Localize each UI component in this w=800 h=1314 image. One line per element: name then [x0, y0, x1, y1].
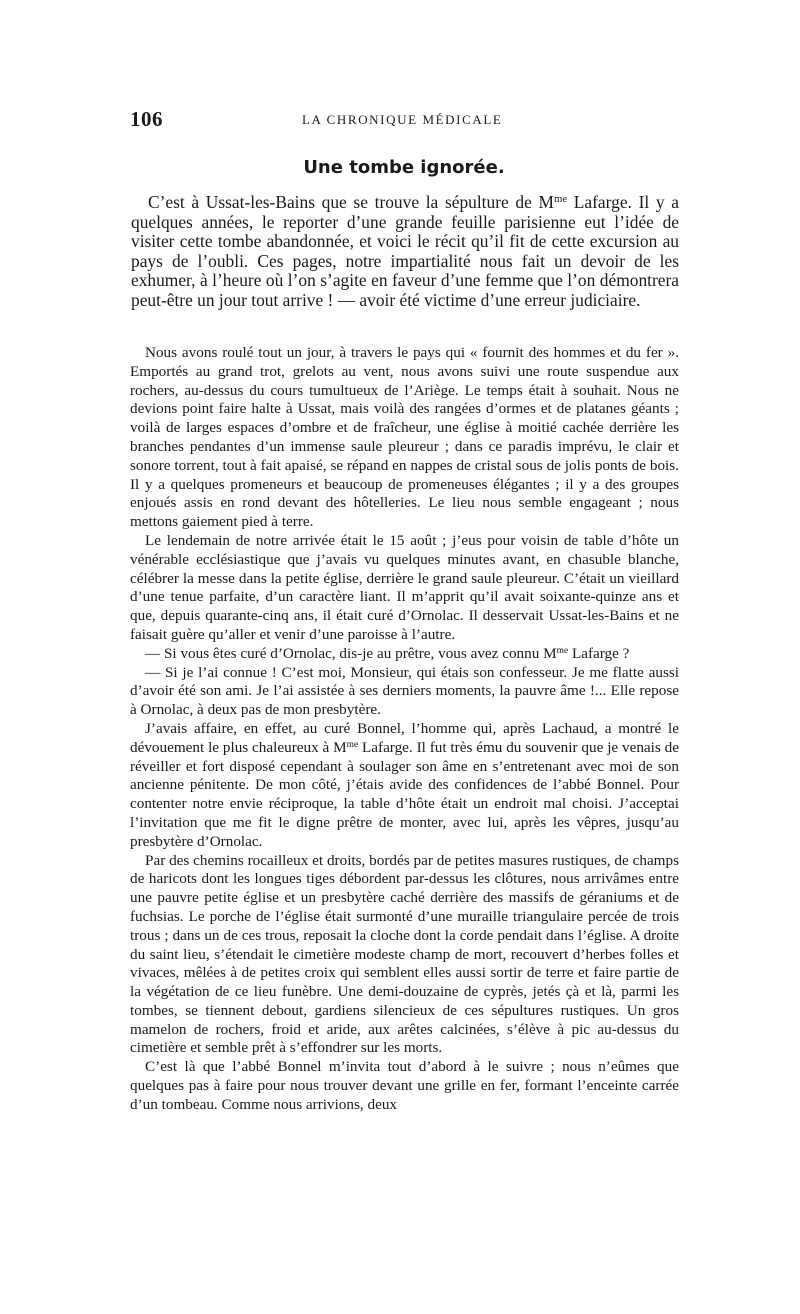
article-body: [130, 344, 679, 1115]
question-text-start: — Si vous êtes curé d’Ornolac, dis-je au prêtre, vous avez connu M: [145, 644, 557, 662]
paragraph-priest-answer: — Si je l’ai connue ! C’est moi, Monsieur, qui étais son confesseur. Je me flatte aussi d’avoir été son ami. Je l’ai assistée à ses derniers moments, la pauvre âme !... Elle repose à Ornolac, à deux pas de mon presbytère.: [130, 663, 679, 719]
running-header: [130, 107, 678, 131]
paragraph-tomb: C’est là que l’abbé Bonnel m’invita tout d’abord à le suivre ; nous n’eûmes que quelques pas à faire pour nous trouver devant une grille en fer, formant l’enceinte carrée d’un tombeau. Comme nous arrivions, deux: [130, 1058, 679, 1113]
bonnel-text-end: Lafarge. Il fut très ému du souvenir que je venais de réveiller et fort disposé cependant à soulager son âme en s’entretenant avec moi de son ancienne pénitente. De mon côté, j’étais avide des confidences de l’abbé Bonnel. Pour contenter notre envie réciproque, la table d’hôte était un endroit mal choisi. J’acceptai l’invitation que me fit le digne prêtre de monter, avec lui, après les vêpres, jusqu’au presbytère d’Ornolac.: [130, 738, 679, 850]
madame-superscript: me: [553, 193, 568, 206]
madame-superscript: me: [346, 739, 359, 750]
paragraph-journey: Nous avons roulé tout un jour, à travers le pays qui « fournit des hommes et du fer ». Emportés au grand trot, grelots au vent, nous avons suivi une route suspendue aux rochers, au-dessus du cours tumultueux de l’Ariège. Le temps était à souhait. Nous ne devions point faire halte à Ussat, mais voilà des rangées d’ormes et de platanes géants ; voilà de larges espaces d’ombre et de fraîcheur, une église à moitié cachée derrière les branches pendantes d’un immense saule pleureur ; dans ce paradis imprévu, le clair et sonore torrent, tout à fait apaisé, se répand en nappes de cristal sous de jolis ponts de bois. Il y a quelques promeneurs et beaucoup de promeneuses élégantes ; il y a des groupes enjoués assis en rond devant des hôtelleries. Le lieu nous semble engageant ; nous mettons gaiement pied à terre.: [130, 344, 679, 531]
madame-superscript: me: [556, 645, 569, 656]
article-introduction: [131, 193, 679, 311]
intro-text-end: Lafarge. Il y a quelques années, le reporter d’une grande feuille parisienne eut l’idée de visiter cette tombe abandonnée, et voici le récit qu’il fit de cette excursion au pays de l’oubli. Ces pages, notre impartialité nous fait un devoir de les exhumer, à l’heure où l’on s’agite en faveur d’une femme que l’on démontrera peut-être un jour tout arrive ! — avoir été victime d’une erreur judiciaire.: [131, 192, 679, 310]
page-number: 106: [130, 107, 163, 131]
paragraph-abbe-bonnel: [130, 720, 679, 852]
paragraph-cemetery: Par des chemins rocailleux et droits, bordés par de petites masures rustiques, de champs de haricots dont les longues tiges débordent par-dessus les clôtures, nous arrivâmes entre une pauvre petite église et un presbytère caché derrière des massifs de géraniums et de fuchsias. Le porche de l’église était surmonté d’une muraille triangulaire percée de trois trous ; dans un de ces trous, reposait la cloche dont la corde pendait dans l’église. A droite du saint lieu, s’étendait le cimetière modeste champ de mort, recouvert d’herbes folles et vivaces, mêlées à de petites croix qui semblent elles aussi sortir de terre et faire partie de la végétation de ce lieu funèbre. Une demi-douzaine de cyprès, jetés çà et là, parmi les tombes, se tiennent debout, gardiens silencieux de ces sépultures rustiques. Un gros mamelon de rochers, froid et aride, aux arêtes calcinées, s’élève à pic au-dessus du cimetière et semble prêt à s’effondrer sur les morts.: [130, 851, 679, 1057]
question-text-end: Lafarge ?: [568, 644, 630, 662]
journal-title: LA CHRONIQUE MÉDICALE: [302, 112, 503, 127]
article-title: Une tombe ignorée.: [303, 157, 505, 178]
paragraph-meeting-priest: Le lendemain de notre arrivée était le 15 août ; j’eus pour voisin de table d’hôte un vénérable ecclésiastique que j’avais vu quelques minutes avant, en chasuble blanche, célébrer la messe dans la petite église, derrière le grand saule pleureur. C’était un vieillard d’une tenue parfaite, d’un caractère liant. Il m’apprit qu’il avait soixante-quinze ans et que, depuis quarante-cinq ans, il était curé d’Ornolac. Il desservait Ussat-les-Bains et ne faisait guère qu’aller et venir d’une paroisse à l’autre.: [130, 531, 679, 643]
paragraph-question: [130, 645, 679, 664]
bonnel-text-start: J’avais affaire, en effet, au curé Bonnel, l’homme qui, après Lachaud, a montré le dévouement le plus chaleureux à M: [130, 719, 679, 756]
intro-text-start: C’est à Ussat-les-Bains que se trouve la sépulture de M: [148, 192, 554, 212]
intro-paragraph: [131, 193, 679, 311]
